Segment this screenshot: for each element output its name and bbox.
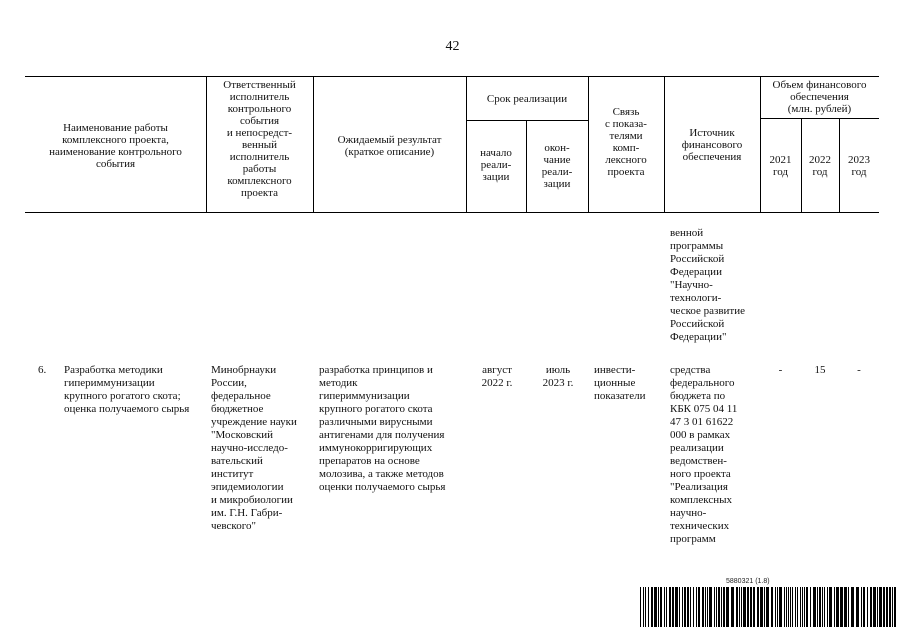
barcode-bar	[648, 587, 649, 627]
barcode-bar	[836, 587, 839, 627]
barcode-bar	[844, 587, 847, 627]
row-number: 6.	[38, 364, 47, 376]
table-header-bottom-rule	[25, 212, 879, 213]
header-year-2022: 2022 год	[809, 154, 831, 178]
barcode-bar	[682, 587, 683, 627]
barcode-bar	[777, 587, 778, 627]
header-link: Связь с показа- телями комп- лексного проекта	[605, 106, 647, 178]
barcode-bar	[771, 587, 773, 627]
barcode-bar	[687, 587, 689, 627]
barcode-bar	[723, 587, 725, 627]
volume-2023: -	[857, 364, 861, 376]
barcode-bar	[666, 587, 667, 627]
barcode-bars	[640, 587, 900, 627]
barcode-bar	[645, 587, 646, 627]
responsible-executor: Минобрнауки России, федеральное бюджетное учреждение науки "Московский научно-исследо- вательский институт эпидемиологии и микробиологии им. Г.Н. Габри- чевского"	[211, 364, 297, 532]
barcode-bar	[643, 587, 644, 627]
barcode-bar	[819, 587, 821, 627]
barcode-bar	[718, 587, 720, 627]
barcode-bar	[877, 587, 878, 627]
barcode-bar	[714, 587, 715, 627]
barcode-bar	[693, 587, 694, 627]
barcode-bar	[684, 587, 686, 627]
document-barcode	[640, 578, 900, 628]
barcode-bar	[813, 587, 816, 627]
period-subheader-rule	[466, 120, 588, 121]
header-source: Источник финансового обеспечения	[681, 127, 743, 163]
barcode-bar	[851, 587, 854, 627]
barcode-bar	[889, 587, 891, 627]
barcode-bar	[766, 587, 769, 627]
barcode-bar	[817, 587, 818, 627]
barcode-bar	[721, 587, 722, 627]
barcode-bar	[784, 587, 785, 627]
barcode-bar	[792, 587, 793, 627]
barcode-bar	[802, 587, 803, 627]
volume-subheader-rule	[760, 118, 879, 119]
barcode-bar	[679, 587, 680, 627]
barcode-bar	[640, 587, 641, 627]
barcode-bar	[790, 587, 791, 627]
barcode-bar	[863, 587, 865, 627]
source-continuation: венной программы Российской Федерации "Научно- технологи- ческое развитие Российской Федерации"	[670, 227, 746, 343]
barcode-bar	[840, 587, 843, 627]
header-year-2023: 2023 год	[848, 154, 870, 178]
barcode-bar	[654, 587, 657, 627]
barcode-bar	[797, 587, 798, 627]
barcode-bar	[775, 587, 776, 627]
barcode-bar	[834, 587, 835, 627]
barcode-bar	[873, 587, 876, 627]
barcode-bar	[709, 587, 712, 627]
barcode-bar	[741, 587, 742, 627]
barcode-bar	[736, 587, 738, 627]
barcode-bar	[747, 587, 749, 627]
barcode-bar	[824, 587, 825, 627]
barcode-bar	[675, 587, 678, 627]
barcode-bar	[757, 587, 759, 627]
barcode-bar	[795, 587, 796, 627]
barcode-bar	[702, 587, 704, 627]
barcode-bar	[779, 587, 782, 627]
barcode-bar	[716, 587, 717, 627]
header-responsible: Ответственный исполнитель контрольного события и непосредст- венный исполнитель работы комплексного проекта	[223, 79, 296, 199]
header-name: Наименование работы комплексного проекта, наименование контрольного события	[49, 122, 182, 170]
barcode-bar	[894, 587, 896, 627]
funding-source: средства федерального бюджета по КБК 075 04 11 47 3 01 61622 000 в рамках реализации ведомствен- ного проекта "Реализация комплексных научно- технических программ	[670, 364, 738, 545]
barcode-bar	[867, 587, 868, 627]
barcode-bar	[743, 587, 746, 627]
barcode-bar	[848, 587, 849, 627]
barcode-bar	[760, 587, 763, 627]
barcode-number: 5880321 (1.8)	[726, 578, 770, 585]
header-end: окон- чание реали- зации	[541, 142, 573, 190]
barcode-bar	[810, 587, 811, 627]
barcode-bar	[829, 587, 832, 627]
start-date: август 2022 г.	[481, 364, 513, 389]
barcode-bar	[804, 587, 805, 627]
barcode-bar	[672, 587, 674, 627]
barcode-bar	[731, 587, 734, 627]
volume-2021: -	[778, 364, 783, 376]
barcode-bar	[707, 587, 708, 627]
barcode-bar	[705, 587, 706, 627]
volume-2022: 15	[814, 364, 826, 376]
barcode-bar	[892, 587, 893, 627]
barcode-bar	[651, 587, 653, 627]
barcode-bar	[786, 587, 787, 627]
barcode-bar	[753, 587, 755, 627]
barcode-bar	[696, 587, 697, 627]
header-volume: Объем финансового обеспечения (млн. рублей)	[772, 79, 867, 115]
barcode-bar	[827, 587, 828, 627]
barcode-bar	[698, 587, 700, 627]
barcode-bar	[750, 587, 752, 627]
barcode-bar	[879, 587, 882, 627]
barcode-bar	[788, 587, 789, 627]
barcode-bar	[861, 587, 862, 627]
barcode-bar	[669, 587, 671, 627]
project-link: инвести- ционные показатели	[594, 364, 646, 402]
barcode-bar	[664, 587, 665, 627]
expected-result: разработка принципов и методик гипериммунизации крупного рогатого скота различными вирусными антигенами для получения иммунокорригирующих препаратов на основе молозива, а также методов оценки получаемого сырья	[319, 364, 446, 493]
barcode-bar	[658, 587, 659, 627]
barcode-bar	[690, 587, 691, 627]
header-period: Срок реализации	[486, 93, 568, 105]
header-result: Ожидаемый результат (краткое описание)	[337, 134, 442, 158]
header-year-2021: 2021 год	[769, 154, 792, 178]
barcode-bar	[739, 587, 740, 627]
barcode-bar	[870, 587, 872, 627]
end-date: июль 2023 г.	[542, 364, 574, 389]
barcode-bar	[856, 587, 859, 627]
barcode-bar	[660, 587, 662, 627]
barcode-bar	[726, 587, 729, 627]
table-top-rule	[25, 76, 879, 77]
barcode-bar	[883, 587, 885, 627]
barcode-bar	[822, 587, 823, 627]
barcode-bar	[886, 587, 888, 627]
barcode-bar	[806, 587, 808, 627]
work-name: Разработка методики гипериммунизации крупного рогатого скота; оценка получаемого сырья	[64, 364, 190, 415]
barcode-bar	[764, 587, 765, 627]
header-start: начало реали- зации	[480, 147, 512, 183]
barcode-bar	[800, 587, 801, 627]
page-number: 42	[445, 39, 460, 54]
